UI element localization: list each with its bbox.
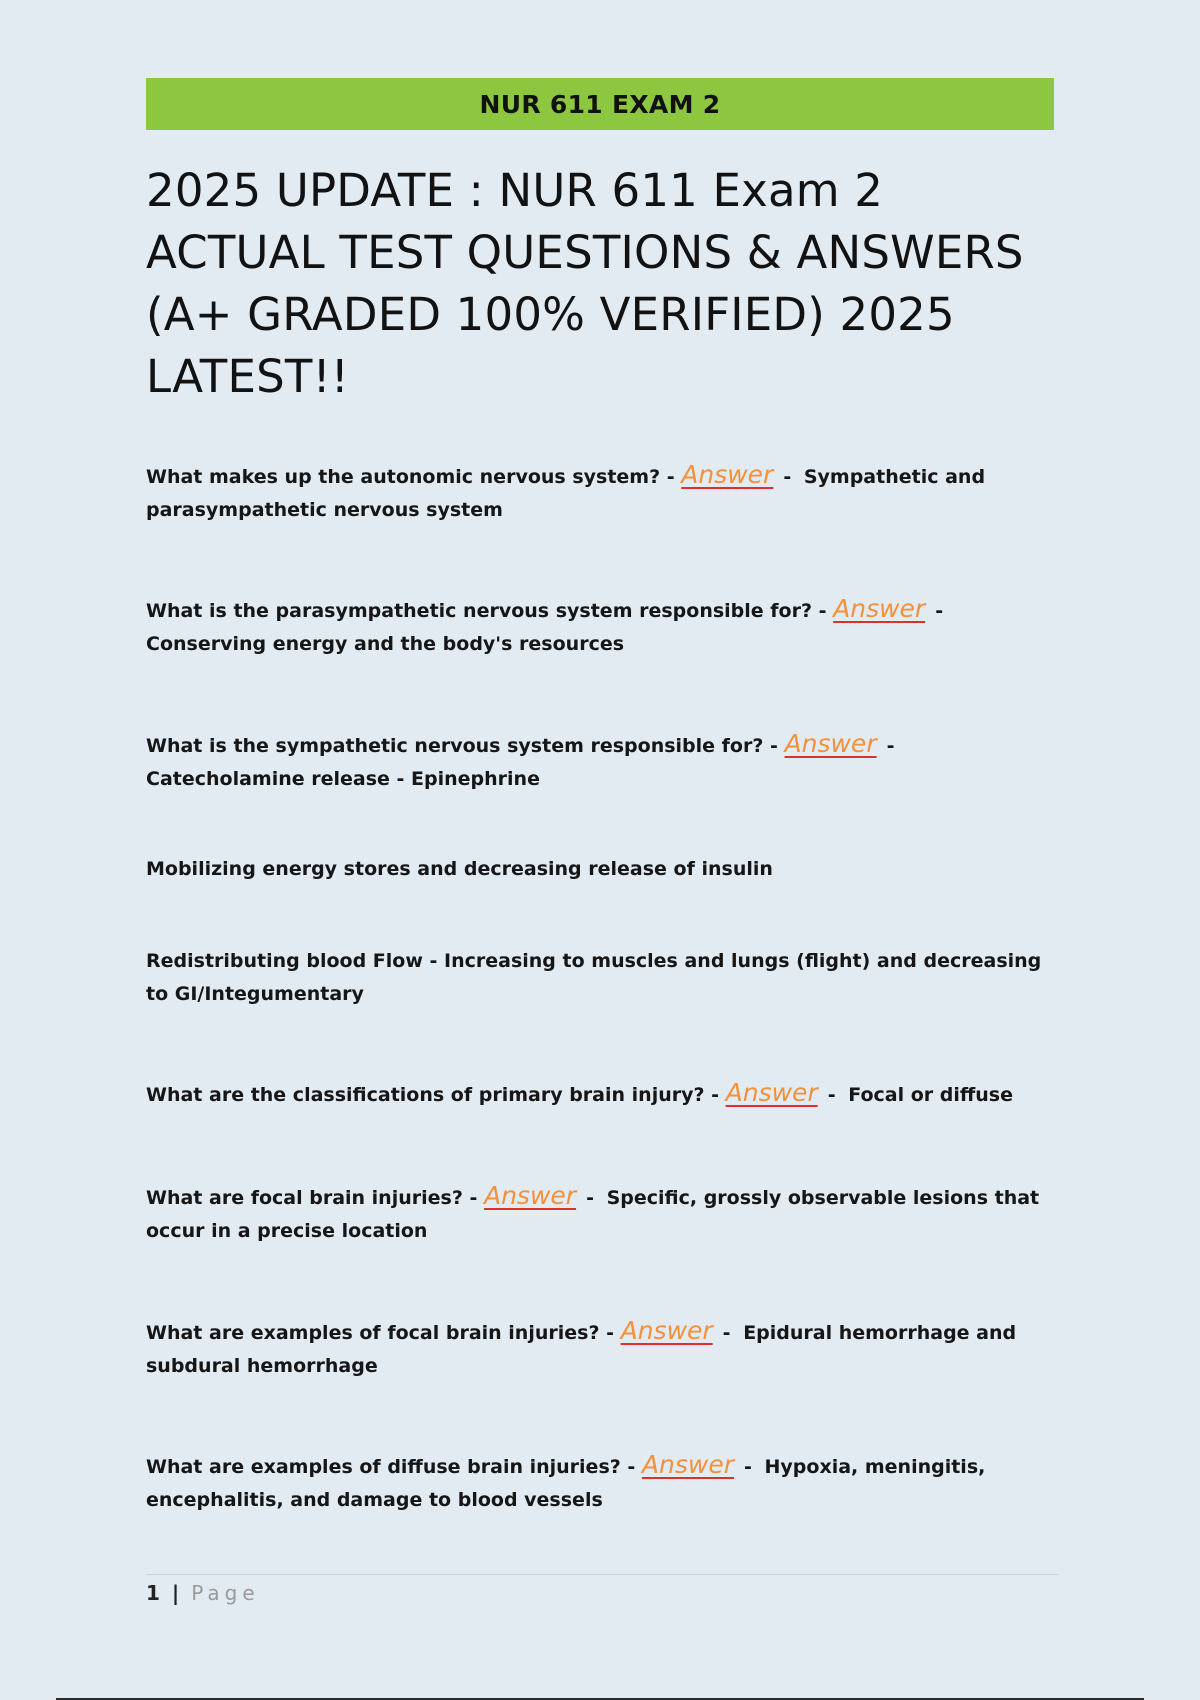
answer-text: Specific, grossly observable lesions that occur in a precise location <box>146 1187 1040 1242</box>
qa-item: What are examples of focal brain injuries? - Answer - Epidural hemorrhage and subdural hemorrhage <box>146 1316 1017 1377</box>
question-text: What is the sympathetic nervous system responsible for? - <box>146 735 778 757</box>
exam-banner <box>146 78 1054 130</box>
qa-item: What is the sympathetic nervous system responsible for? - Answer - Catecholamine release - Epinephrine <box>146 729 895 790</box>
footer-divider <box>146 1574 1058 1575</box>
qa-item: What are examples of diffuse brain injuries? - Answer - Hypoxia, meningitis, encephalitis, and damage to blood vessels <box>146 1450 986 1511</box>
answer-tag: Answer <box>483 1181 577 1210</box>
question-text: What are examples of diffuse brain injuries? - <box>146 1456 636 1478</box>
answer-tag: Answer <box>620 1316 713 1345</box>
qa-item: What are focal brain injuries? - Answer - Specific, grossly observable lesions that occur in a precise location <box>146 1181 1040 1242</box>
question-text: What are examples of focal brain injuries? - <box>146 1322 614 1344</box>
answer-text: Catecholamine release - Epinephrine <box>146 768 540 790</box>
qa-item: What makes up the autonomic nervous system? - Answer - Sympathetic and parasympathetic nervous system <box>146 460 986 521</box>
document-title: 2025 UPDATE : NUR 611 Exam 2 ACTUAL TEST QUESTIONS & ANSWERS (A+ GRADED 100% VERIFIED) 2025 LATEST!! <box>146 164 1024 403</box>
answer-text: Hypoxia, meningitis, encephalitis, and damage to blood vessels <box>146 1456 986 1511</box>
answer-tag: Answer <box>833 594 926 623</box>
answer-text: Epidural hemorrhage and subdural hemorrhage <box>146 1322 1017 1377</box>
question-text: What makes up the autonomic nervous system? - <box>146 466 675 488</box>
page-label: Page <box>191 1581 260 1605</box>
footer-separator: | <box>171 1581 180 1605</box>
qa-item: What is the parasympathetic nervous system responsible for? - Answer - Conserving energy and the body's resources <box>146 594 944 655</box>
question-text: What are focal brain injuries? - <box>146 1187 478 1209</box>
answer-tag: Answer <box>681 460 774 489</box>
answer-tag: Answer <box>641 1450 734 1479</box>
question-text: What is the parasympathetic nervous system responsible for? - <box>146 600 827 622</box>
plain-note: Mobilizing energy stores and decreasing release of insulin <box>146 858 773 880</box>
page-number: 1 <box>146 1581 160 1605</box>
page-footer <box>146 1578 260 1608</box>
qa-item: What are the classifications of primary brain injury? - Answer - Focal or diffuse <box>146 1078 1013 1107</box>
plain-note: Redistributing blood Flow - Increasing to muscles and lungs (flight) and decreasing to GI/Integumentary <box>146 950 1042 1005</box>
answer-tag: Answer <box>725 1078 818 1107</box>
answer-tag: Answer <box>784 729 877 758</box>
answer-text: Sympathetic and parasympathetic nervous system <box>146 466 986 521</box>
document-page <box>146 78 1054 1511</box>
answer-text: Conserving energy and the body's resources <box>146 633 625 655</box>
banner-text: NUR 611 EXAM 2 <box>479 89 721 119</box>
answer-text: Focal or diffuse <box>848 1084 1013 1106</box>
question-text: What are the classifications of primary brain injury? - <box>146 1084 720 1106</box>
